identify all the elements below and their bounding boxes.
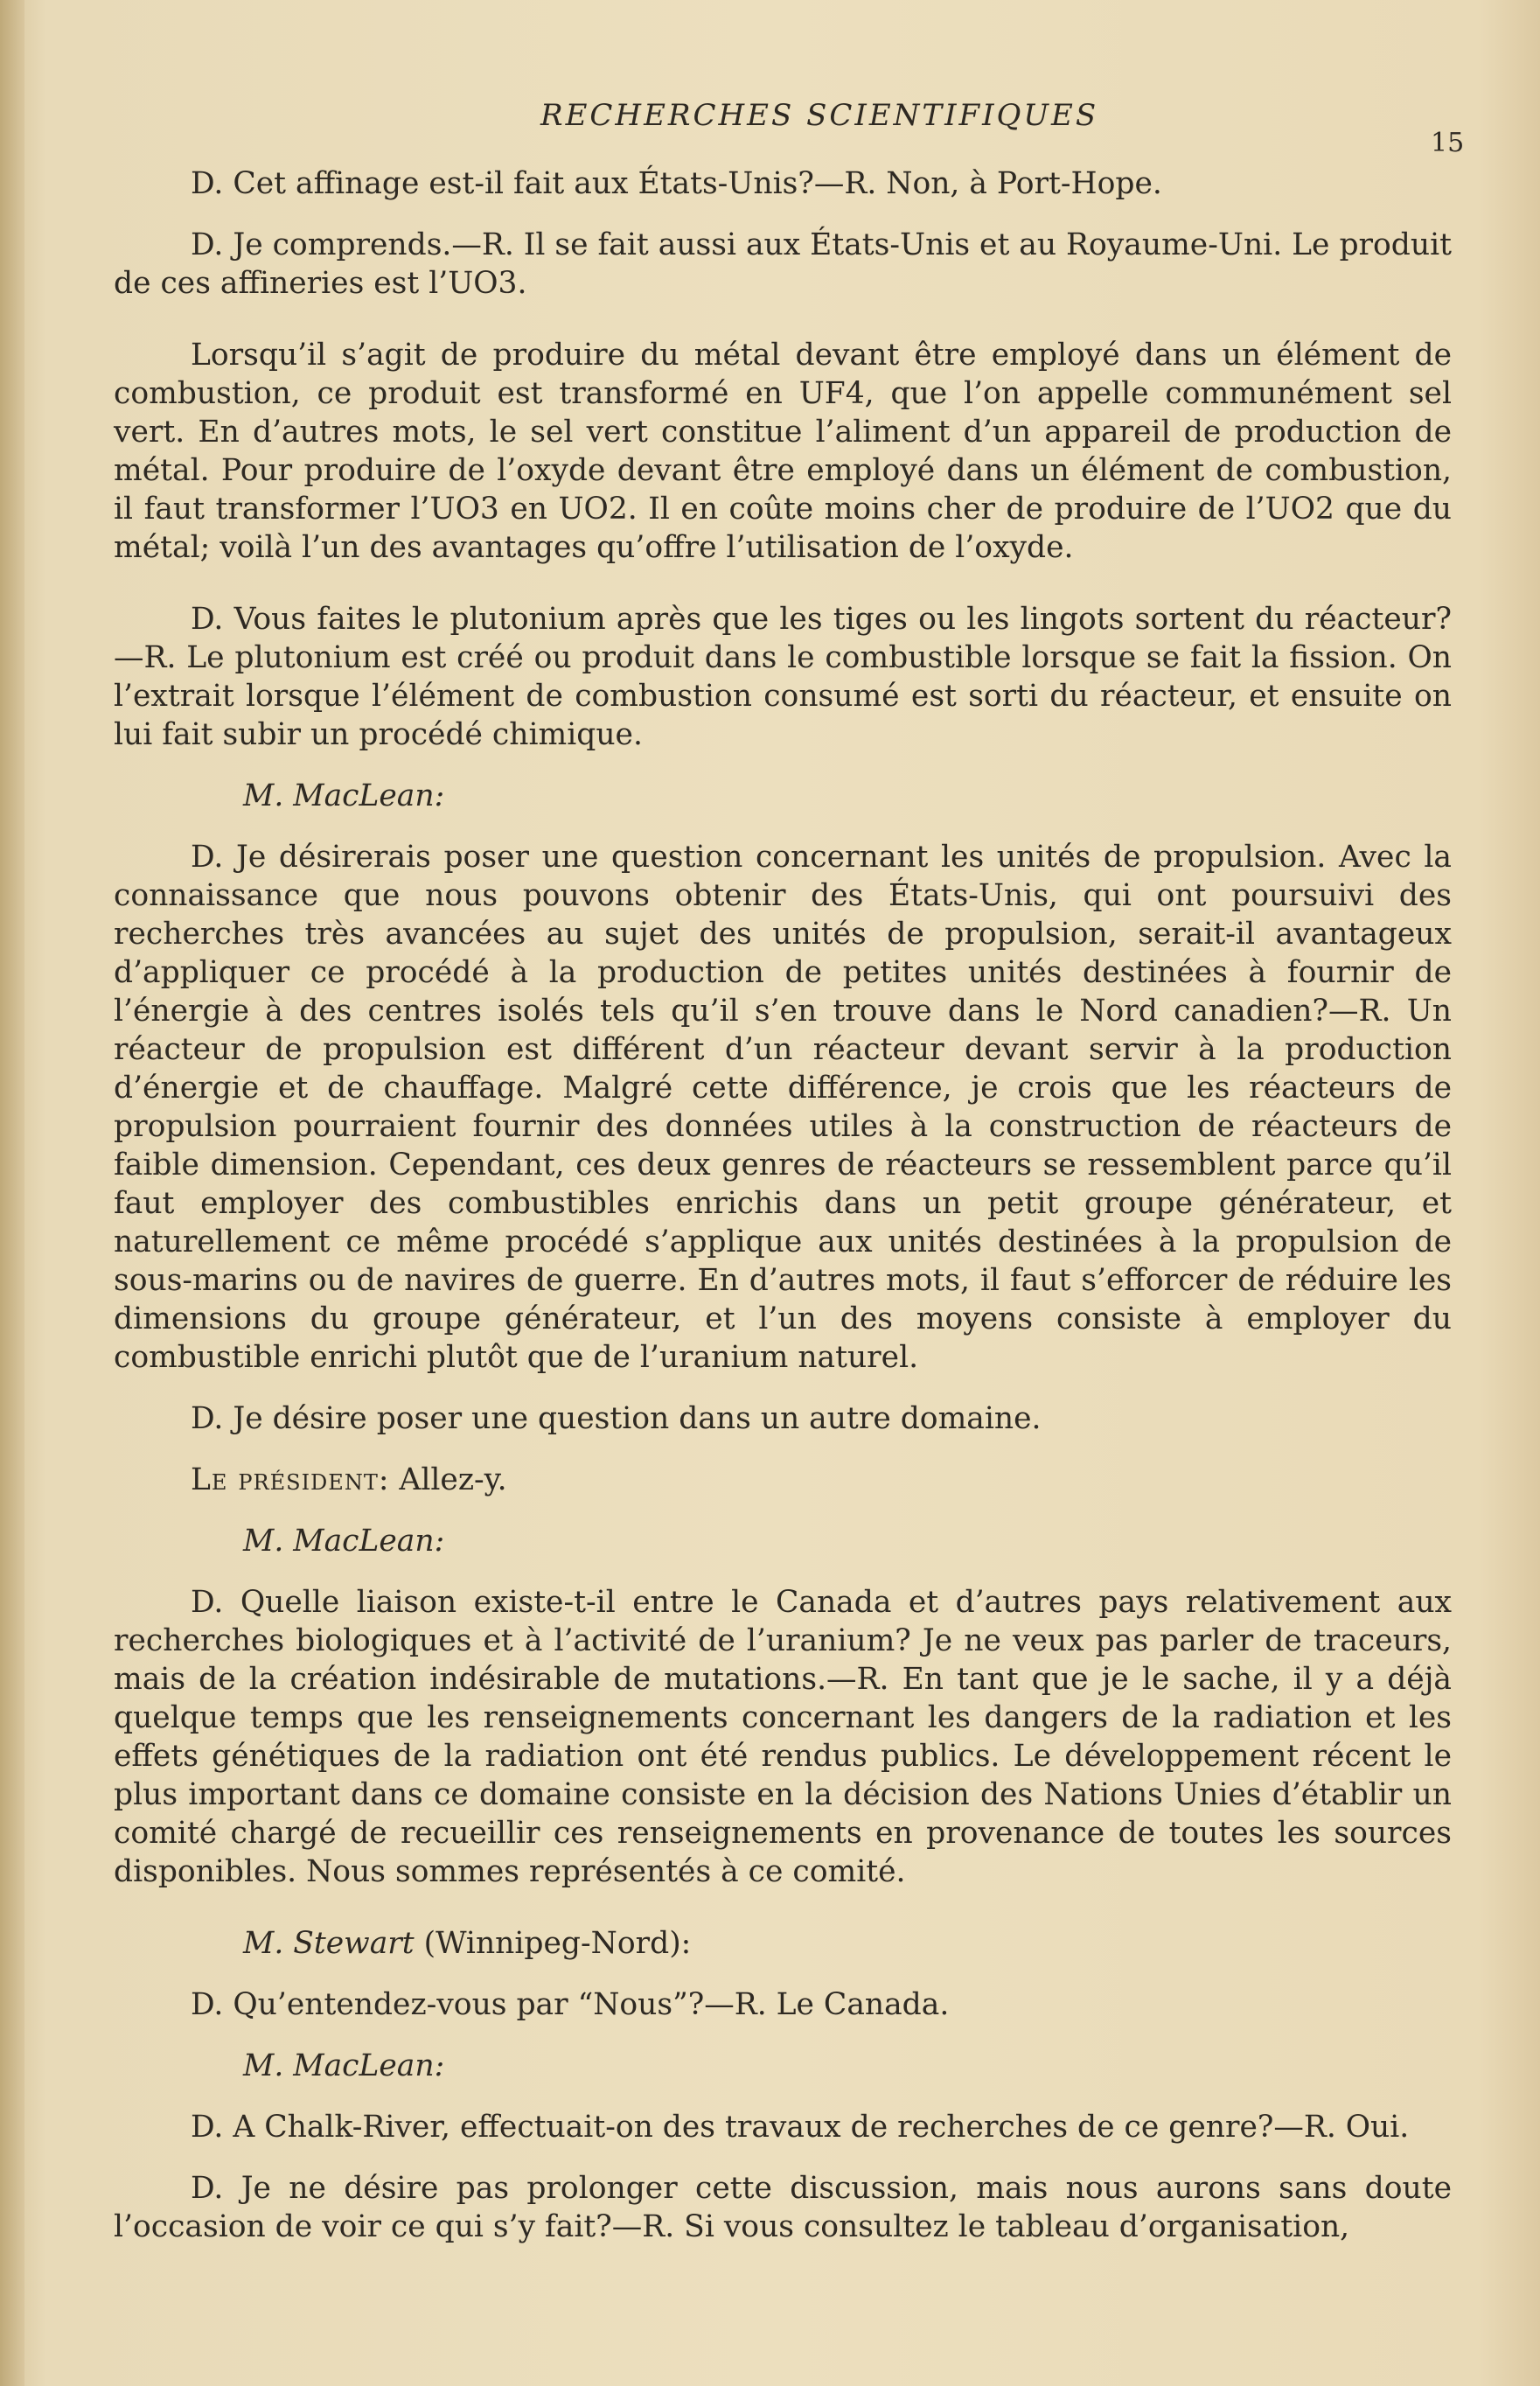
speaker-name: M. Stewart (243, 1926, 415, 1961)
speaker-name: M. MacLean: (243, 1524, 445, 1559)
speaker-riding: (Winnipeg-Nord): (423, 1926, 692, 1961)
speaker-name: M. MacLean: (243, 778, 445, 813)
speaker-heading (114, 1522, 1452, 1560)
paragraph: D. Cet affinage est-il fait aux États-Unis?—R. Non, à Port-Hope. (191, 166, 1162, 201)
paragraph: D. A Chalk-River, effectuait-on des travaux de recherches de ce genre?—R. Oui. (191, 2110, 1410, 2145)
paragraph: D. Je comprends.—R. Il se fait aussi aux États-Unis et au Royaume-Uni. Le produit de ces affineries est l’UO3. (114, 227, 1452, 301)
speaker-name: M. MacLean: (243, 2048, 445, 2083)
running-head: RECHERCHES SCIENTIFIQUES (540, 98, 1099, 133)
president-line (114, 1461, 1452, 1499)
president-remark: Allez-y. (399, 1462, 507, 1497)
paragraph: D. Je ne désire pas prolonger cette discussion, mais nous aurons sans doute l’occasion de voir ce qui s’y fait?—R. Si vous consultez le tableau d’organisation, (114, 2171, 1452, 2244)
paragraph: D. Vous faites le plutonium après que les tiges ou les lingots sortent du réacteur?—R. Le plutonium est créé ou produit dans le combustible lorsque se fait la fission. On l’extrait lorsque l’élément de combustion consumé est sorti du réacteur, et ensuite on lui fait subir un procédé chimique. (114, 602, 1452, 752)
page-number: 15 (1431, 128, 1465, 158)
speaker-name: Le président: (191, 1462, 390, 1497)
speaker-heading (114, 777, 1452, 815)
paragraph: Lorsqu’il s’agit de produire du métal devant être employé dans un élément de combustion, ce produit est transformé en UF4, que l’on appelle communément sel vert. En d’autres mots, le sel vert constitue l’aliment d’un appareil de production de métal. Pour produire de l’oxyde devant être employé dans un élément de combustion, il faut transformer l’UO3 en UO2. Il en coûte moins cher de produire de l’UO2 que du métal; voilà l’un des avantages qu’offre l’utilisation de l’oxyde. (114, 338, 1452, 565)
speaker-heading (114, 1924, 1452, 1963)
paragraph: D. Qu’entendez-vous par “Nous”?—R. Le Canada. (191, 1987, 950, 2022)
paragraph: D. Je désirerais poser une question concernant les unités de propulsion. Avec la connaissance que nous pouvons obtenir des États-Unis, qui ont poursuivi des recherches très avancées au sujet des unités de propulsion, serait-il avantageux d’appliquer ce procédé à la production de petites unités destinées à fournir de l’énergie à des centres isolés tels qu’il s’en trouve dans le Nord canadien?—R. Un réacteur de propulsion est différent d’un réacteur devant servir à la production d’énergie et de chauffage. Malgré cette différence, je crois que les réacteurs de propulsion pourraient fournir des données utiles à la construction de réacteurs de faible dimension. Cependant, ces deux genres de réacteurs se ressemblent parce qu’il faut employer des combustibles enrichis dans un petit groupe générateur, et naturellement ce même procédé s’applique aux unités destinées à la propulsion de sous-marins ou de navires de guerre. En d’autres mots, il faut s’efforcer de réduire les dimensions du groupe générateur, et l’un des moyens consiste à employer du combustible enrichi plutôt que de l’uranium naturel. (114, 840, 1452, 1375)
paragraph: D. Quelle liaison existe-t-il entre le Canada et d’autres pays relativement aux recherches biologiques et à l’activité de l’uranium? Je ne veux pas parler de traceurs, mais de la création indésirable de mutations.—R. En tant que je le sache, il y a déjà quelque temps que les renseignements concernant les dangers de la radiation et les effets génétiques de la radiation ont été rendus publics. Le développement récent le plus important dans ce domaine consiste en la décision des Nations Unies d’établir un comité chargé de recueillir ces renseignements en provenance de toutes les sources disponibles. Nous sommes représentés à ce comité. (114, 1585, 1452, 1889)
speaker-heading (114, 2047, 1452, 2085)
book-spine-shadow (0, 0, 24, 2386)
body-text (114, 164, 1452, 2269)
paragraph: D. Je désire poser une question dans un autre domaine. (191, 1401, 1042, 1436)
